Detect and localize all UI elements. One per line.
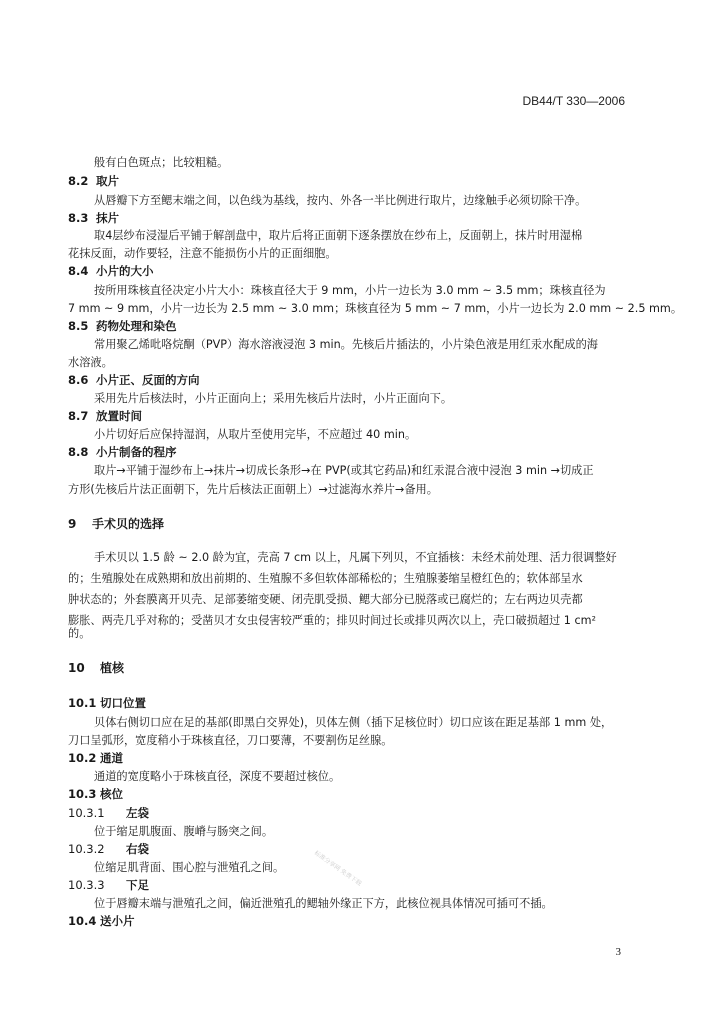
- paragraph-8-6: 采用先片后核法时，小片正面向上；采用先核后片法时，小片正面向下。: [94, 392, 453, 405]
- heading-title: 手术贝的选择: [92, 517, 165, 531]
- heading-8-8: [68, 445, 177, 460]
- paragraph-10-2: 通道的宽度略小于珠核直径，深度不要超过核位。: [94, 770, 341, 783]
- document-code: DB44/T 330—2006: [522, 94, 625, 108]
- heading-number: 10.1: [68, 696, 97, 710]
- heading-number: 8.6: [68, 373, 89, 387]
- heading-10-3-3: [68, 878, 149, 893]
- watermark: 标准分享网 免费下载: [312, 849, 363, 888]
- heading-10-4: [68, 914, 135, 929]
- heading-10-3-2: [68, 842, 149, 857]
- heading-10-2: [68, 751, 123, 766]
- heading-number: 8.4: [68, 264, 89, 278]
- heading-number: 10.3.2: [68, 842, 105, 856]
- paragraph-9-line3: 肿状态的；外套膜离开贝壳、足部萎缩变硬、闭壳肌受损、鳃大部分已脱落或已腐烂的；左右两边贝壳都: [68, 593, 583, 606]
- heading-10-3-1: [68, 806, 149, 821]
- heading-8-4: [68, 264, 154, 279]
- heading-8-6: [68, 373, 200, 388]
- heading-title: 切口位置: [100, 696, 146, 710]
- paragraph-8-3-line1: 取4层纱布浸湿后平铺于解剖盘中，取片后将正面朝下逐条摆放在纱布上，反面朝上，抹片时用湿棉: [94, 229, 583, 242]
- paragraph-9-line5: 的。: [68, 627, 91, 640]
- heading-10-3: [68, 787, 123, 802]
- paragraph-8-5-line2: 水溶液。: [68, 356, 113, 369]
- paragraph-8-2: 从唇瓣下方至鳃末端之间，以色线为基线，按内、外各一半比例进行取片，边缘触手必须切除干净。: [94, 194, 587, 207]
- paragraph-8-4-line1: 按所用珠核直径决定小片大小：珠核直径大于 9 mm，小片一边长为 3.0 mm ~ 3.5 mm；珠核直径为: [94, 284, 606, 297]
- heading-title: 取片: [96, 174, 119, 188]
- heading-number: 10.4: [68, 914, 97, 928]
- paragraph-10-3-1: 位于缩足肌腹面、腹嵴与肠突之间。: [94, 825, 274, 838]
- heading-title: 小片制备的程序: [96, 445, 177, 459]
- heading-number: 8.2: [68, 174, 89, 188]
- heading-title: 下足: [126, 878, 149, 892]
- heading-number: 10.3: [68, 787, 97, 801]
- paragraph-10-1-line1: 贝体右侧切口应在足的基部(即黑白交界处)，贝体左侧（插下足核位时）切口应该在距足基部 1 mm 处，: [94, 716, 613, 729]
- continued-text: 般有白色斑点；比较粗糙。: [94, 156, 229, 169]
- heading-title: 小片正、反面的方向: [96, 373, 200, 387]
- heading-title: 送小片: [100, 914, 135, 928]
- heading-title: 左袋: [126, 806, 149, 820]
- heading-title: 小片的大小: [96, 264, 154, 278]
- paragraph-8-5-line1: 常用聚乙烯吡咯烷酮（PVP）海水溶液浸泡 3 min。先核后片插法的，小片染色液是用红汞水配成的海: [94, 338, 598, 351]
- heading-10-1: [68, 696, 146, 711]
- heading-8-5: [68, 319, 177, 334]
- heading-title: 右袋: [126, 842, 149, 856]
- heading-8-3: [68, 211, 119, 226]
- heading-title: 放置时间: [96, 409, 142, 423]
- paragraph-8-8-line1: 取片→平铺于湿纱布上→抹片→切成长条形→在 PVP(或其它药品)和红汞混合液中浸泡 3 min →切成正: [94, 464, 594, 477]
- page-number: 3: [615, 946, 621, 958]
- paragraph-8-3-line2: 花抹反面，动作要轻，注意不能损伤小片的正面细胞。: [68, 247, 337, 260]
- paragraph-8-7: 小片切好后应保持湿润，从取片至使用完毕，不应超过 40 min。: [94, 428, 417, 441]
- paragraph-10-1-line2: 刀口呈弧形，宽度稍小于珠核直径，刀口要薄，不要割伤足丝腺。: [68, 734, 393, 747]
- heading-title: 抹片: [96, 211, 119, 225]
- heading-10: [68, 660, 124, 676]
- heading-number: 10.2: [68, 751, 97, 765]
- heading-number: 10.3.1: [68, 806, 105, 820]
- heading-title: 核位: [100, 787, 123, 801]
- paragraph-9-line4: 膨胀、两壳几乎对称的；受凿贝才女虫侵害较严重的；排贝时间过长或排贝两次以上，壳口破损超过 1 cm²: [68, 614, 597, 627]
- heading-8-7: [68, 409, 142, 424]
- heading-9: [68, 516, 164, 532]
- heading-number: 10.3.3: [68, 878, 105, 892]
- paragraph-9-line2: 的；生殖腺处在成熟期和放出前期的、生殖腺不多但软体部稀松的；生殖腺萎缩呈橙红色的；软体部呈水: [68, 572, 583, 585]
- paragraph-8-8-line2: 方形(先核后片法正面朝下，先片后核法正面朝上）→过滤海水养片→备用。: [68, 483, 438, 496]
- paragraph-10-3-3: 位于唇瓣末端与泄殖孔之间，偏近泄殖孔的鳃轴外缘正下方，此核位视具体情况可插可不插。: [94, 897, 553, 910]
- paragraph-10-3-2: 位缩足肌背面、围心腔与泄殖孔之间。: [94, 861, 285, 874]
- heading-number: 8.7: [68, 409, 89, 423]
- paragraph-8-4-line2: 7 mm ~ 9 mm，小片一边长为 2.5 mm ~ 3.0 mm；珠核直径为 5 mm ~ 7 mm，小片一边长为 2.0 mm ~ 2.5 mm。: [68, 302, 683, 315]
- heading-number: 10: [68, 661, 85, 675]
- heading-title: 通道: [100, 751, 123, 765]
- heading-number: 9: [68, 517, 77, 531]
- heading-number: 8.5: [68, 319, 89, 333]
- heading-8-2: [68, 174, 119, 189]
- heading-title: 药物处理和染色: [96, 319, 177, 333]
- paragraph-9-line1: 手术贝以 1.5 龄 ~ 2.0 龄为宜，壳高 7 cm 以上，凡属下列贝，不宜插核：未经术前处理、活力很调整好: [94, 551, 617, 564]
- heading-title: 植核: [100, 661, 125, 675]
- heading-number: 8.8: [68, 445, 89, 459]
- heading-number: 8.3: [68, 211, 89, 225]
